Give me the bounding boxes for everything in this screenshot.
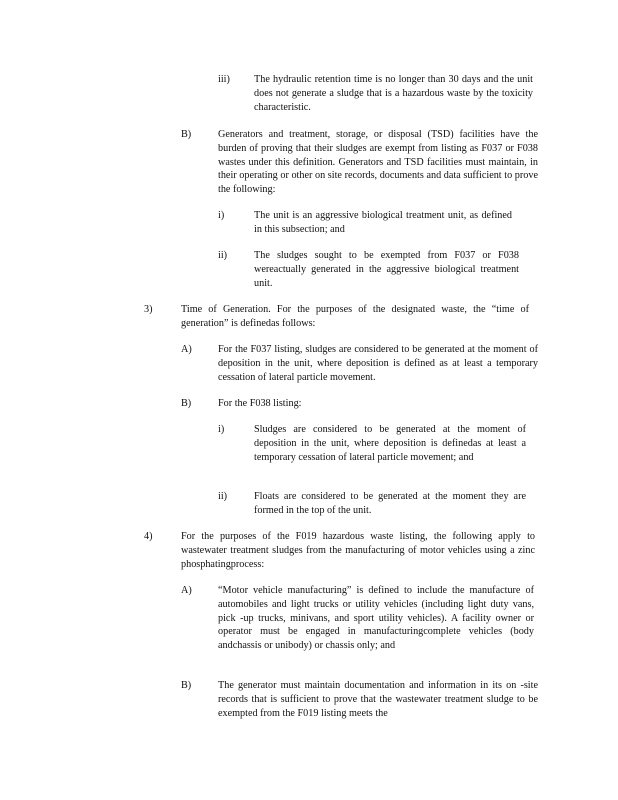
item-text: Time of Generation. For the purposes of the designated waste, the “time of generation” is definedas follows: (181, 304, 529, 329)
item-text: The sludges sought to be exempted from F037 or F038 wereactually generated in the aggressive biological treatment unit. (254, 250, 519, 289)
item-text: For the F037 listing, sludges are considered to be generated at the moment of deposition in the unit, where deposition is defined as at least a temporary cessation of lateral particle movement. (218, 344, 538, 383)
item-marker: i) (218, 210, 225, 221)
item-marker: i) (218, 424, 225, 435)
item-marker: ii) (218, 250, 228, 261)
item-text: Generators and treatment, storage, or disposal (TSD) facilities have the burden of proving that their sludges are exempt from listing as F037 or F038 wastes under this definition. Generators and TSD facilities must maintain, in their operating or other on site records, documents and data sufficient to prove the following: (218, 129, 538, 196)
item-marker: B) (181, 398, 192, 409)
item-marker: B) (181, 680, 192, 691)
item-text: “Motor vehicle manufacturing” is defined to include the manufacture of automobiles and light trucks or utility vehicles (including light duty vans, pick -up trucks, minivans, and sport utility vehicles). A facility owner or operator must be engaged in manufacturingcomplete vehicles (body andchassis or unibody) or chassis only; and (218, 585, 534, 652)
item-text: Floats are considered to be generated at the moment they are formed in the top of the unit. (254, 491, 526, 516)
item-marker: ii) (218, 491, 228, 502)
item-text: For the purposes of the F019 hazardous waste listing, the following apply to wastewater treatment sludges from the manufacturing of motor vehicles using a zinc phosphatingprocess: (181, 531, 535, 570)
item-marker: 4) (144, 531, 153, 542)
item-text: The generator must maintain documentation and information in its on -site records that is sufficient to prove that the wastewater treatment sludge to be exempted from the F019 listing meets the (218, 680, 538, 719)
item-marker: A) (181, 344, 192, 355)
item-marker: iii) (218, 74, 230, 85)
item-text: For the F038 listing: (218, 398, 302, 409)
item-text: The unit is an aggressive biological treatment unit, as defined in this subsection; and (254, 210, 512, 235)
item-marker: 3) (144, 304, 153, 315)
item-text: The hydraulic retention time is no longer than 30 days and the unit does not generate a sludge that is a hazardous waste by the toxicity characteristic. (254, 74, 533, 113)
item-text: Sludges are considered to be generated at the moment of deposition in the unit, where deposition is definedas at least a temporary cessation of lateral particle movement; and (254, 424, 526, 463)
item-marker: A) (181, 585, 192, 596)
item-marker: B) (181, 129, 192, 140)
